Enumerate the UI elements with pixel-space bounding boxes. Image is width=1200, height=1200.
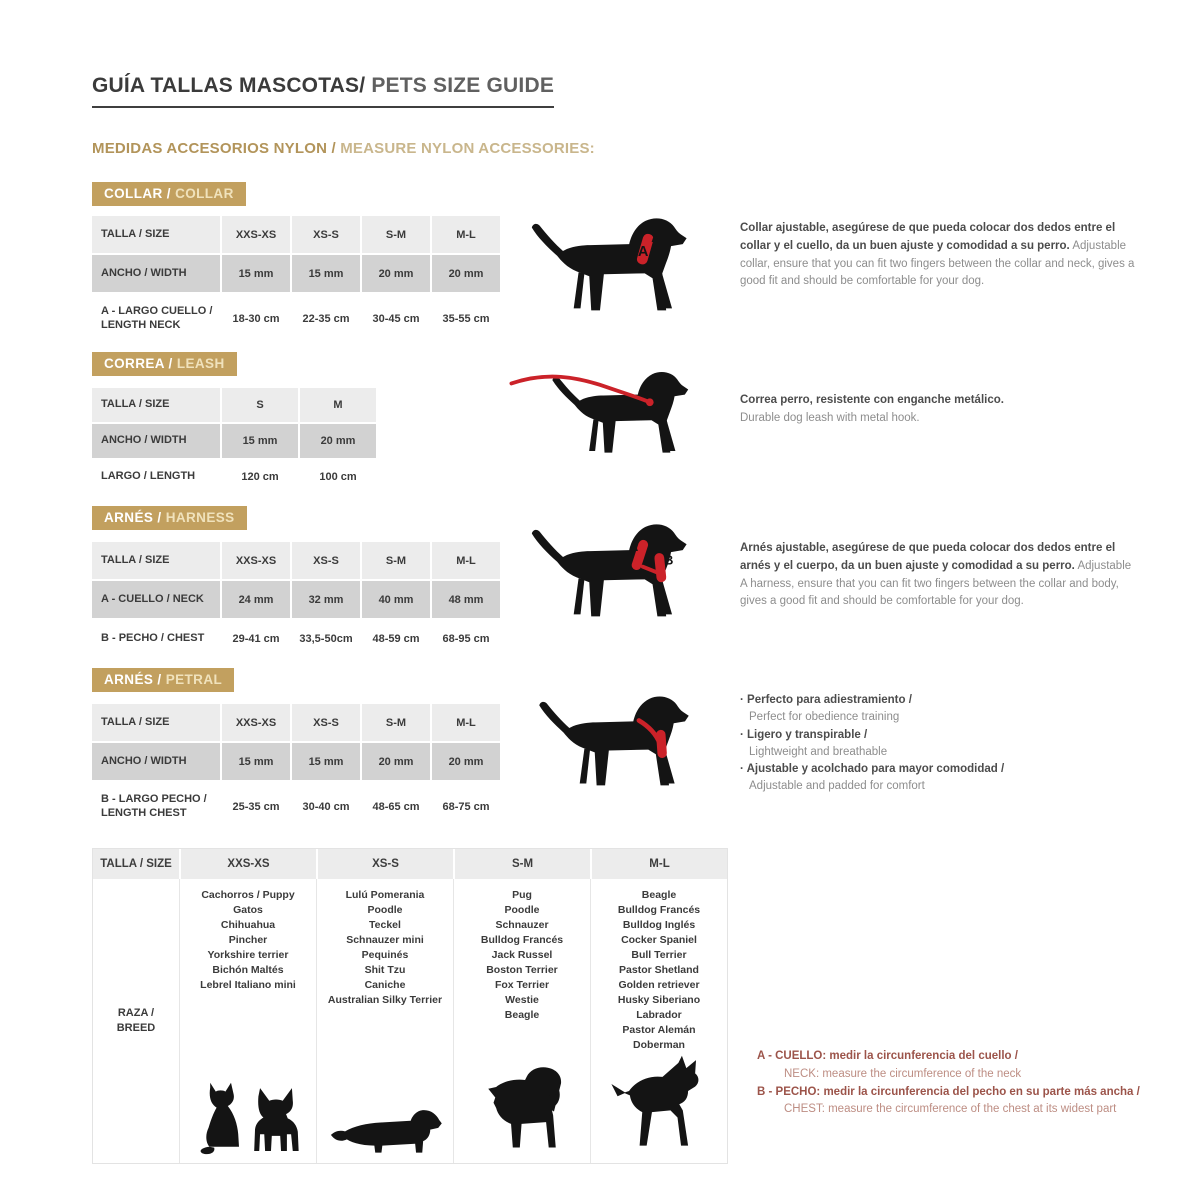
harness-label-a: A [629, 540, 639, 555]
breed-item: Pequinés [361, 949, 409, 961]
size-cell: S [220, 388, 298, 422]
table-row [92, 782, 500, 832]
breed-row-label-en: BREED [116, 1022, 156, 1034]
size-cell: XXS-XS [220, 704, 290, 741]
leash-section-badge [92, 352, 237, 376]
collar-table [92, 216, 500, 346]
breed-item: Australian Silky Terrier [327, 994, 443, 1006]
breed-item: Fox Terrier [494, 979, 550, 991]
leash-desc-en: Durable dog leash with metal hook. [740, 411, 920, 424]
dog-with-red-chest-strap-icon [528, 690, 716, 797]
leash-badge-en: LEASH [176, 356, 225, 371]
table-row [92, 704, 500, 741]
breed-item: Poodle [367, 904, 403, 916]
breed-list [454, 888, 590, 1023]
row-label: TALLA / SIZE [101, 227, 170, 240]
harness-badge-en: HARNESS [165, 510, 235, 525]
petral-badge-en: PETRAL [165, 672, 223, 687]
size-cell: 18-30 cm [220, 294, 290, 344]
dachshund-icon [327, 1103, 443, 1158]
size-cell: 20 mm [430, 255, 500, 292]
feature-item [740, 692, 1160, 727]
page-subtitle-en: MEASURE NYLON ACCESSORIES: [340, 140, 595, 157]
schnauzer-icon [476, 1066, 568, 1158]
doberman-icon [606, 1054, 712, 1158]
size-cell: 32 mm [290, 581, 360, 618]
breed-item: Poodle [504, 904, 540, 916]
breed-item: Gatos [233, 904, 263, 916]
size-cell: 15 mm [220, 743, 290, 780]
note-chest-en: CHEST: measure the circumference of the chest at its widest part [784, 1103, 1117, 1116]
note-chest-es: B - PECHO: medir la circunferencia del pecho en su parte más ancha / [757, 1085, 1140, 1098]
breed-item: Teckel [369, 919, 401, 931]
size-cell: 33,5-50cm [290, 620, 360, 657]
petral-badge-es: ARNÉS / [104, 672, 166, 687]
size-cell: 68-75 cm [430, 782, 500, 832]
breed-item: Bulldog Inglés [622, 919, 696, 931]
size-cell: 15 mm [220, 424, 298, 458]
breed-item: Golden retriever [618, 979, 700, 991]
harness-table [92, 542, 500, 659]
feature-es: · Ligero y transpirable / [740, 727, 1160, 744]
harness-description [740, 540, 1140, 611]
collar-description [740, 220, 1140, 291]
size-cell: 40 mm [360, 581, 430, 618]
breed-table [92, 848, 728, 1164]
size-cell: M [298, 388, 376, 422]
size-cell: 120 cm [220, 460, 298, 494]
leash-table [92, 388, 376, 496]
row-label: B - LARGO PECHO / LENGTH CHEST [101, 793, 207, 819]
size-cell: M-L [430, 704, 500, 741]
breed-item: Pincher [228, 934, 268, 946]
breed-list [317, 888, 453, 1008]
collar-label-a: A [637, 243, 649, 260]
collar-badge-es: COLLAR / [104, 186, 176, 201]
row-label: ANCHO / WIDTH [101, 754, 187, 767]
breed-item: Lebrel Italiano mini [200, 979, 296, 991]
feature-en: Perfect for obedience training [749, 711, 900, 724]
note-neck-en: NECK: measure the circumference of the neck [784, 1067, 1022, 1080]
row-label: ANCHO / WIDTH [101, 434, 187, 447]
breed-item: Jack Russel [491, 949, 553, 961]
petral-table [92, 704, 500, 834]
harness-section-badge [92, 506, 247, 530]
feature-item [740, 761, 1160, 796]
leash-description [740, 392, 1140, 428]
breed-silhouettes [454, 1066, 590, 1158]
page-subtitle-es: MEDIDAS ACCESORIOS NYLON / [92, 140, 341, 157]
breed-item: Cocker Spaniel [621, 934, 697, 946]
petral-feature-list [740, 692, 1160, 796]
table-row [92, 460, 376, 494]
breed-item: Schnauzer [495, 919, 549, 931]
leash-desc-es: Correa perro, resistente con enganche metálico. [740, 394, 1004, 406]
size-cell: 29-41 cm [220, 620, 290, 657]
size-cell: 68-95 cm [430, 620, 500, 657]
size-cell: 15 mm [290, 255, 360, 292]
harness-desc-es: Arnés ajustable, asegúrese de que pueda colocar dos dedos entre el arnés y el cuerpo, da un buen ajuste y comodidad a su perro. [740, 542, 1116, 572]
breed-silhouettes [317, 1103, 453, 1158]
size-cell: 48-59 cm [360, 620, 430, 657]
dog-with-red-harness-icon [520, 518, 715, 628]
breed-silhouettes [180, 1078, 316, 1158]
size-cell: XXS-XS [220, 542, 290, 579]
breed-item: Beagle [504, 1009, 540, 1021]
size-cell: 35-55 cm [430, 294, 500, 344]
page-title-en: PETS SIZE GUIDE [365, 74, 555, 97]
breed-item: Westie [505, 994, 539, 1006]
cat-icon [195, 1078, 243, 1158]
dog-with-red-collar-icon [520, 212, 715, 322]
table-row [92, 542, 500, 579]
row-label: TALLA / SIZE [101, 398, 170, 411]
size-cell: 20 mm [430, 743, 500, 780]
size-cell: 15 mm [220, 255, 290, 292]
breed-item: Pastor Shetland [619, 964, 699, 976]
breed-item: Cachorros / Puppy [201, 889, 295, 901]
table-row [92, 424, 376, 458]
breed-item: Lulú Pomerania [345, 889, 425, 901]
table-row [92, 743, 500, 780]
size-cell: 15 mm [290, 743, 360, 780]
note-neck [757, 1048, 1189, 1084]
harness-badge-es: ARNÉS / [104, 510, 166, 525]
size-cell: 100 cm [298, 460, 376, 494]
breed-column-xxs-xs [179, 879, 316, 1163]
size-cell: XS-S [290, 216, 360, 253]
table-row [92, 255, 500, 292]
size-cell: 22-35 cm [290, 294, 360, 344]
measuring-notes [757, 1048, 1189, 1119]
page-title [92, 74, 554, 108]
breed-item: Chihuahua [220, 919, 276, 931]
size-cell: M-L [430, 216, 500, 253]
size-cell: 24 mm [220, 581, 290, 618]
breed-header-cell: S-M [453, 849, 590, 879]
breed-item: Pug [512, 889, 532, 901]
collar-section-badge [92, 182, 246, 206]
breed-item: Bulldog Francés [617, 904, 701, 916]
row-label: A - CUELLO / NECK [101, 592, 204, 605]
size-cell: 20 mm [360, 255, 430, 292]
row-label: LARGO / LENGTH [101, 470, 196, 483]
size-cell: 20 mm [298, 424, 376, 458]
size-cell: XS-S [290, 704, 360, 741]
breed-item: Boston Terrier [486, 964, 558, 976]
feature-en: Adjustable and padded for comfort [749, 780, 925, 793]
table-row [92, 294, 500, 344]
petral-section-badge [92, 668, 234, 692]
breed-item: Bull Terrier [631, 949, 687, 961]
table-row [92, 388, 376, 422]
row-label: B - PECHO / CHEST [101, 631, 205, 644]
breed-table-body [93, 879, 727, 1163]
breed-table-header [93, 849, 727, 879]
size-cell: M-L [430, 542, 500, 579]
breed-row-label [93, 879, 179, 1163]
table-row [92, 620, 500, 657]
size-cell: S-M [360, 216, 430, 253]
breed-item: Caniche [364, 979, 406, 991]
feature-item [740, 727, 1160, 762]
size-cell: 30-45 cm [360, 294, 430, 344]
breed-header-cell: XS-S [316, 849, 453, 879]
size-cell: 48 mm [430, 581, 500, 618]
breed-item: Doberman [633, 1039, 685, 1051]
dog-with-red-leash-icon [508, 366, 713, 471]
row-label: TALLA / SIZE [101, 553, 170, 566]
size-cell: 20 mm [360, 743, 430, 780]
breed-header-cell: TALLA / SIZE [93, 849, 179, 879]
page-subtitle [92, 140, 595, 157]
note-chest [757, 1084, 1189, 1120]
breed-item: Yorkshire terrier [207, 949, 289, 961]
collar-badge-en: COLLAR [175, 186, 234, 201]
size-cell: S-M [360, 542, 430, 579]
size-cell: 30-40 cm [290, 782, 360, 832]
breed-column-xs-s [316, 879, 453, 1163]
collar-desc-es: Collar ajustable, asegúrese de que pueda colocar dos dedos entre el collar y el cuello, da un buen ajuste y comodidad a su perro. [740, 222, 1116, 252]
breed-item: Husky Siberiano [617, 994, 701, 1006]
harness-desc-en: Adjustable A harness, ensure that you can fit two fingers between the collar and body, gives a good fit and should be comfortable for your dog. [740, 559, 1132, 608]
breed-item: Pastor Alemán [622, 1024, 696, 1036]
leash-badge-es: CORREA / [104, 356, 177, 371]
collar-desc-en: Adjustable collar, ensure that you can fit two fingers between the collar and neck, gives a good fit and should be comfortable for your dog. [740, 239, 1135, 288]
table-row [92, 216, 500, 253]
size-cell: XS-S [290, 542, 360, 579]
chihuahua-icon [250, 1082, 302, 1158]
breed-list [591, 888, 727, 1053]
breed-silhouettes [591, 1054, 727, 1158]
page-title-es: GUÍA TALLAS MASCOTAS/ [92, 74, 366, 97]
table-row [92, 581, 500, 618]
size-cell: S-M [360, 704, 430, 741]
breed-column-s-m [453, 879, 590, 1163]
breed-header-cell: M-L [590, 849, 727, 879]
breed-row-label-es: RAZA / [117, 1007, 155, 1019]
breed-item: Bulldog Francés [480, 934, 564, 946]
feature-en: Lightweight and breathable [749, 745, 888, 758]
breed-list [180, 888, 316, 993]
size-cell: XXS-XS [220, 216, 290, 253]
harness-label-b: B [664, 553, 674, 568]
size-cell: 25-35 cm [220, 782, 290, 832]
note-neck-es: A - CUELLO: medir la circunferencia del cuello / [757, 1050, 1018, 1062]
row-label: TALLA / SIZE [101, 715, 170, 728]
breed-item: Schnauzer mini [346, 934, 424, 946]
breed-column-m-l [590, 879, 727, 1163]
feature-es: · Perfecto para adiestramiento / [740, 692, 1160, 709]
breed-item: Bichón Maltés [212, 964, 284, 976]
breed-item: Shit Tzu [364, 964, 406, 976]
breed-item: Labrador [636, 1009, 682, 1021]
feature-es: · Ajustable y acolchado para mayor comodidad / [740, 761, 1160, 778]
row-label: A - LARGO CUELLO / LENGTH NECK [101, 305, 213, 331]
row-label: ANCHO / WIDTH [101, 266, 187, 279]
breed-header-cell: XXS-XS [179, 849, 316, 879]
breed-item: Beagle [641, 889, 677, 901]
size-cell: 48-65 cm [360, 782, 430, 832]
